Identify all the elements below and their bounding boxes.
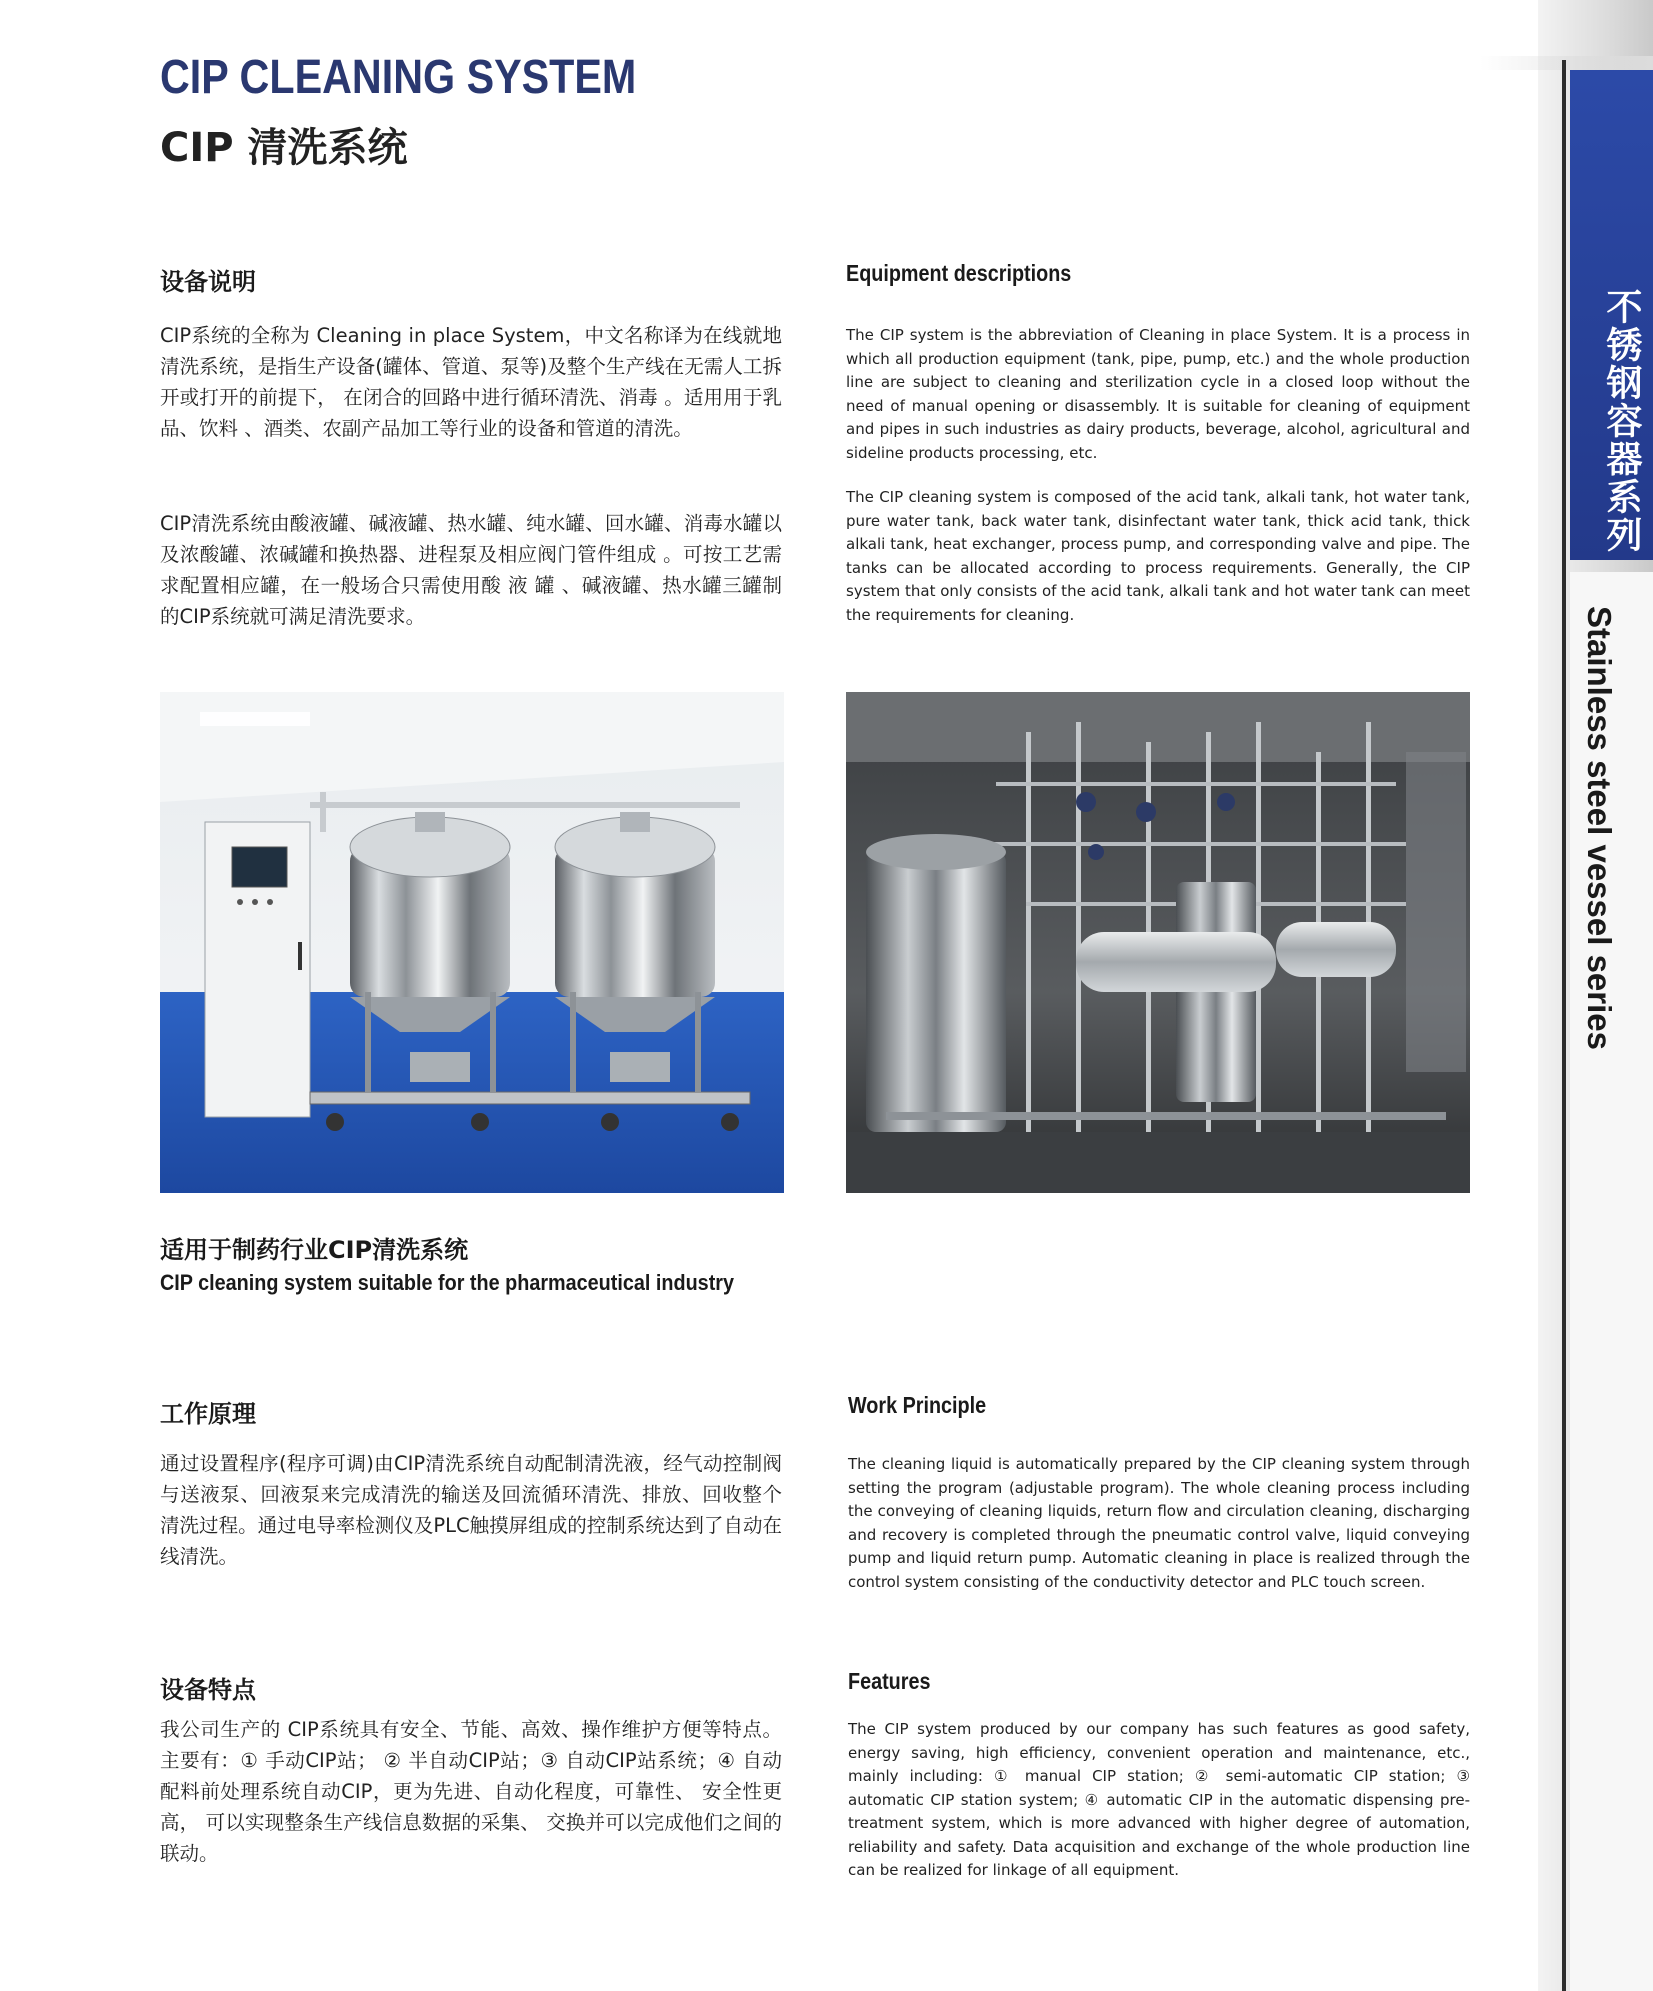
features-heading-en: Features <box>848 1668 931 1694</box>
features-en-paragraph: The CIP system produced by our company has such features as good safety, energy saving, high efficiency, convenient operation and maintenance, etc., mainly including: ① manual CIP station; ② semi-automatic CIP station; ③ automatic CIP station system; ④ automatic CIP in the automatic dispensing pre-treatment system, which is more advanced with higher degree of automation, reliability and safety. Data acquisition and exchange of the whole production line can be realized for linkage of all equipment. <box>848 1720 1470 1879</box>
description-heading-en: Equipment descriptions <box>846 260 1072 286</box>
cip-pharma-system-photo <box>160 692 784 1193</box>
principle-heading-en: Work Principle <box>848 1392 987 1418</box>
features-heading-cn: 设备特点 <box>160 1676 256 1704</box>
principle-cn-paragraph: 通过设置程序(程序可调)由CIP清洗系统自动配制清洗液，经气动控制阀与送液泵、回液泵来完成清洗的输送及回流循环清洗、排放、回收整个清洗过程。通过电导率检测仪及PLC触摸屏组成的控制系统达到了自动在线清洗。 <box>160 1452 782 1568</box>
edge-divider <box>1562 60 1566 1991</box>
principle-heading-cn: 工作原理 <box>160 1400 256 1428</box>
page-title-cn: CIP 清洗系统 <box>160 125 408 171</box>
edge-highlight <box>1480 56 1653 70</box>
description-en-paragraph-1: The CIP system is the abbreviation of Cleaning in place System. It is a process in which all production equipment (tank, pipe, pump, etc.) and the whole production line are subject to cleaning and sterilization cycle in a closed loop without the need of manual opening or disassembly. It is suitable for cleaning of equipment and pipes in such industries as dairy products, beverage, alcohol, agricultural and sideline products processing, etc. <box>846 326 1470 462</box>
cip-plant-photo <box>846 692 1470 1193</box>
description-cn-paragraph-2: CIP清洗系统由酸液罐、碱液罐、热水罐、纯水罐、回水罐、消毒水罐以及浓酸罐、浓碱罐和换热器、进程泵及相应阀门管件组成 。可按工艺需求配置相应罐，在一般场合只需使用酸 液 罐 、碱液罐、热水罐三罐制的CIP系统就可满足清洗要求。 <box>160 512 782 628</box>
description-heading-cn: 设备说明 <box>160 268 256 296</box>
principle-en-paragraph: The cleaning liquid is automatically prepared by the CIP cleaning system through setting the program (adjustable program). The whole cleaning process including the conveying of cleaning liquids, return flow and circulation cleaning, discharging and recovery is completed through the pneumatic control valve, liquid conveying pump and liquid return pump. Automatic cleaning in place is realized through the control system consisting of the conductivity detector and PLC touch screen. <box>848 1455 1470 1591</box>
series-tab-cn-label: 不锈钢容器系列 <box>1601 288 1642 554</box>
description-en-paragraph-2: The CIP cleaning system is composed of the acid tank, alkali tank, hot water tank, pure water tank, back water tank, disinfectant water tank, thick acid tank, thick alkali tank, heat exchanger, process pump, and corresponding valve and pipe. The tanks can be allocated according to process requirements. Generally, the CIP system that only consists of the acid tank, alkali tank and hot water tank can meet the requirements for cleaning. <box>846 488 1470 624</box>
photo-caption-cn: 适用于制药行业CIP清洗系统 <box>160 1236 469 1264</box>
description-cn-paragraph-1: CIP系统的全称为 Cleaning in place System，中文名称译为在线就地清洗系统，是指生产设备(罐体、管道、泵等)及整个生产线在无需人工拆开或打开的前提下， 在闭合的回路中进行循环清洗、消毒 。适用用于乳品、饮料 、酒类、农副产品加工等行业的设备和管道的清洗。 <box>160 324 782 440</box>
series-tab-en-label: Stainless steel vessel series <box>1581 606 1618 1050</box>
page-title-en: CIP CLEANING SYSTEM <box>160 51 637 104</box>
photo-caption-en: CIP cleaning system suitable for the pharmaceutical industry <box>160 1270 735 1295</box>
features-cn-paragraph: 我公司生产的 CIP系统具有安全、节能、高效、操作维护方便等特点。主要有：① 手动CIP站； ② 半自动CIP站；③ 自动CIP站系统；④ 自动配料前处理系统自动CIP，更为先进、自动化程度，可靠性、 安全性更高， 可以实现整条生产线信息数据的采集、 交换并可以完成他们之间的联动。 <box>160 1718 782 1865</box>
